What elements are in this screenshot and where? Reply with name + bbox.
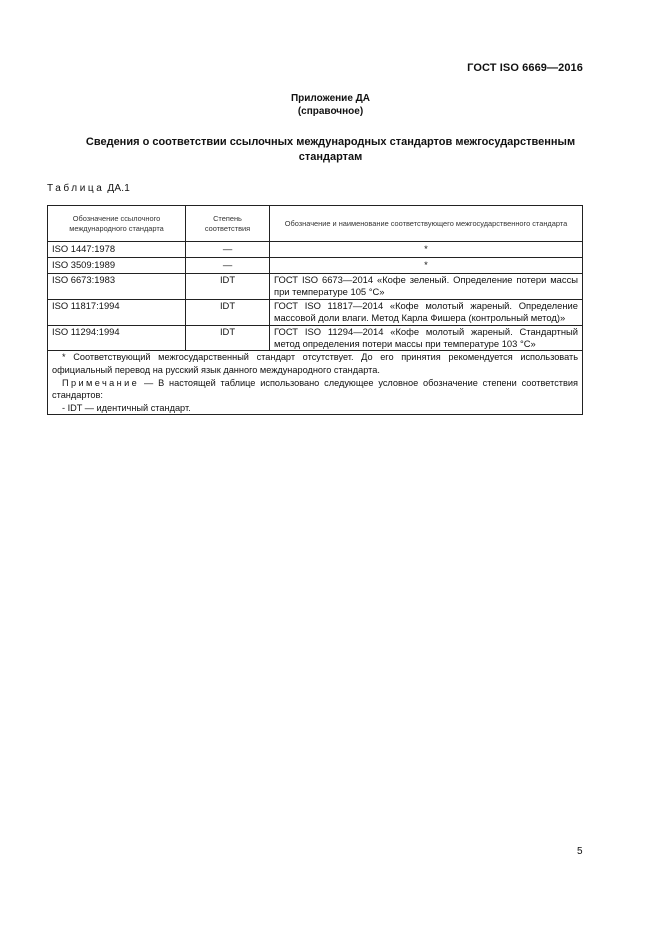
note-text: — В настоящей таблице использовано следующее условное обозначение степени соответствия стандартов: (52, 377, 578, 401)
cell-intl-standard: ISO 11817:1994 (48, 299, 186, 325)
cell-national-standard: * (270, 242, 583, 258)
table-row (48, 274, 583, 300)
cell-intl-standard: ISO 3509:1989 (48, 258, 186, 274)
correspondence-table (47, 205, 583, 415)
cell-national-standard: ГОСТ ISO 6673—2014 «Кофе зеленый. Определение потери массы при температуре 105 °С» (270, 274, 583, 300)
table-note (52, 377, 578, 402)
table-caption-word: Таблица (47, 183, 105, 194)
cell-degree: — (186, 242, 270, 258)
annex-label: Приложение ДА (290, 93, 371, 104)
table-caption-id: ДА.1 (107, 183, 130, 194)
cell-national-standard: ГОСТ ISO 11817—2014 «Кофе молотый жареный. Определение массовой доли влаги. Метод Карла Фишера (контрольный метод)» (270, 299, 583, 325)
table-row (48, 299, 583, 325)
standard-code-header: ГОСТ ISO 6669—2016 (467, 62, 583, 74)
table-row (48, 242, 583, 258)
table-footnote: * Соответствующий межгосударственный стандарт отсутствует. До его принятия рекомендуется использовать официальный перевод на русский язык данного международного стандарта. (52, 352, 578, 376)
table-notes-row (48, 351, 583, 415)
cell-intl-standard: ISO 1447:1978 (48, 242, 186, 258)
cell-intl-standard: ISO 11294:1994 (48, 325, 186, 351)
header-intl-standard: Обозначение ссылочного международного стандарта (48, 206, 186, 242)
annex-title: Сведения о соответствии ссылочных международных стандартов межгосударственным стандартам (85, 136, 576, 163)
annex-heading (0, 92, 661, 118)
header-degree: Степень соответствия (186, 206, 270, 242)
cell-national-standard: * (270, 258, 583, 274)
table-notes (48, 351, 583, 415)
note-label: Примечание (62, 377, 140, 388)
page-number: 5 (577, 846, 583, 857)
cell-intl-standard: ISO 6673:1983 (48, 274, 186, 300)
cell-degree: IDT (186, 274, 270, 300)
annex-type: (справочное) (297, 106, 364, 117)
table-row (48, 325, 583, 351)
cell-degree: IDT (186, 299, 270, 325)
table-row (48, 258, 583, 274)
table-header-row (48, 206, 583, 242)
header-national-standard: Обозначение и наименование соответствующего межгосударственного стандарта (270, 206, 583, 242)
table-caption (47, 183, 130, 194)
cell-degree: — (186, 258, 270, 274)
cell-national-standard: ГОСТ ISO 11294—2014 «Кофе молотый жареный. Стандартный метод определения потери массы при температуре 103 °С» (270, 325, 583, 351)
note-item: - IDT — идентичный стандарт. (62, 402, 191, 413)
cell-degree: IDT (186, 325, 270, 351)
